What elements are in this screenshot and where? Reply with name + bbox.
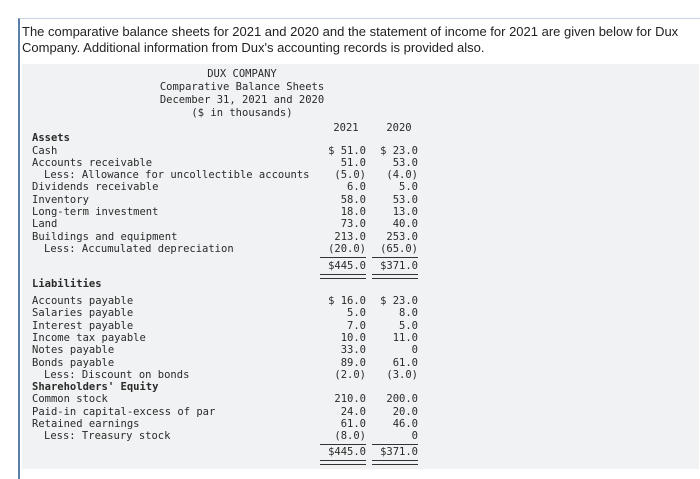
value-2020: 0 [411, 344, 418, 357]
row-label: Long-term investment [32, 206, 159, 218]
total-liabilities-equity-2021: $445.0 [328, 446, 366, 458]
liabilities-heading-row [22, 278, 699, 290]
value-2021: 210.0 [334, 393, 366, 406]
subtotal-rule-2021 [320, 257, 366, 258]
total-assets-2021: $445.0 [328, 260, 366, 272]
row-label: Paid-in capital-excess of par [32, 405, 216, 418]
subtotal-rule-2021 [320, 444, 366, 445]
value-2021: 10.0 [340, 331, 366, 344]
value-2021: 73.0 [340, 218, 366, 231]
row-label: Accounts payable [32, 295, 134, 307]
total-assets-2020: $371.0 [380, 260, 418, 272]
subtotal-rule-2020 [372, 257, 418, 258]
equity-heading: Shareholders' Equity [32, 381, 159, 394]
value-2021: 7.0 [347, 319, 366, 332]
value-2020: 61.0 [392, 356, 418, 369]
value-2021: (20.0) [328, 242, 366, 255]
row-label: Notes payable [32, 344, 115, 357]
value-2020: (4.0) [386, 169, 418, 182]
table-row [22, 206, 699, 218]
row-label: Land [32, 218, 58, 231]
value-2021: (5.0) [334, 169, 366, 182]
value-2021: 5.0 [347, 307, 366, 320]
table-row [22, 307, 699, 319]
value-2020: 253.0 [386, 230, 418, 243]
balance-sheet [22, 64, 699, 469]
value-2020: 5.0 [399, 319, 418, 332]
row-label: Inventory [32, 193, 89, 206]
table-row [22, 369, 699, 381]
value-2021: 213.0 [334, 230, 366, 243]
row-label: Cash [32, 144, 58, 157]
row-label: Dividends receivable [32, 181, 159, 194]
table-row [22, 169, 699, 181]
row-label: Interest payable [32, 319, 134, 332]
table-row [22, 145, 699, 157]
value-2021: 6.0 [347, 181, 366, 194]
equity-total-row [22, 446, 699, 458]
value-2020: 46.0 [392, 418, 418, 430]
value-2020: 200.0 [386, 393, 418, 406]
total-rule-2021 [320, 460, 366, 465]
table-row [22, 332, 699, 344]
value-2021: 89.0 [340, 356, 366, 369]
row-label: Buildings and equipment [32, 230, 178, 243]
table-row [22, 393, 699, 405]
assets-total-row [22, 260, 699, 272]
value-2021: 33.0 [340, 344, 366, 357]
value-2021: 58.0 [340, 193, 366, 206]
value-2020: 11.0 [392, 331, 418, 344]
statement-title: Comparative Balance Sheets [159, 81, 325, 93]
table-row [22, 344, 699, 356]
value-2021: 18.0 [340, 206, 366, 218]
row-label: Retained earnings [32, 418, 140, 430]
value-2020: (65.0) [380, 242, 418, 255]
equity-heading-row [22, 381, 699, 393]
assets-heading-row [22, 132, 699, 144]
column-header-2020: 2020 [386, 122, 412, 134]
table-row [22, 430, 699, 442]
value-2020: 53.0 [392, 193, 418, 206]
row-label: Less: Allowance for uncollectible accounts [44, 169, 310, 182]
table-row [22, 231, 699, 243]
value-2020: 0 [411, 430, 418, 443]
table-row [22, 157, 699, 169]
total-rule-2020 [372, 460, 418, 465]
row-label: Less: Accumulated depreciation [44, 242, 234, 255]
value-2020: 53.0 [392, 156, 418, 169]
table-row [22, 406, 699, 418]
value-2020: 40.0 [392, 218, 418, 231]
row-label: Common stock [32, 393, 108, 406]
liabilities-heading: Liabilities [32, 278, 102, 290]
value-2020: 20.0 [392, 405, 418, 418]
table-row [22, 320, 699, 332]
row-label: Less: Treasury stock [44, 430, 171, 443]
table-row [22, 218, 699, 230]
table-row [22, 194, 699, 206]
value-2021: (2.0) [334, 368, 366, 381]
value-2021: 61.0 [340, 418, 366, 430]
value-2020: $ 23.0 [380, 144, 418, 157]
statement-date: December 31, 2021 and 2020 [159, 94, 325, 106]
value-2021: $ 16.0 [328, 295, 366, 307]
value-2020: 8.0 [399, 307, 418, 320]
subtotal-rule-2020 [372, 444, 418, 445]
value-2021: 24.0 [340, 405, 366, 418]
value-2020: 5.0 [399, 181, 418, 194]
row-label: Bonds payable [32, 356, 115, 369]
table-row [22, 181, 699, 193]
row-label: Salaries payable [32, 307, 134, 320]
statement-units: ($ in thousands) [191, 107, 293, 119]
value-2020: (3.0) [386, 368, 418, 381]
company-name: DUX COMPANY [207, 68, 277, 80]
table-row [22, 295, 699, 307]
table-row [22, 243, 699, 255]
value-2020: 13.0 [392, 206, 418, 218]
column-header-2021: 2021 [333, 122, 359, 134]
row-label: Less: Discount on bonds [44, 368, 190, 381]
row-label: Income tax payable [32, 331, 146, 344]
value-2020: $ 23.0 [380, 295, 418, 307]
intro-text: The comparative balance sheets for 2021 and 2020 and the statement of income for 2021 are given below for Dux Company. Additional information from Dux's accounting records is provided also. [22, 24, 679, 55]
assets-heading: Assets [32, 132, 70, 144]
total-liabilities-equity-2020: $371.0 [380, 446, 418, 458]
row-label: Accounts receivable [32, 156, 153, 169]
value-2021: $ 51.0 [328, 144, 366, 157]
table-row [22, 418, 699, 430]
value-2021: 51.0 [340, 156, 366, 169]
table-row [22, 357, 699, 369]
value-2021: (8.0) [334, 430, 366, 443]
